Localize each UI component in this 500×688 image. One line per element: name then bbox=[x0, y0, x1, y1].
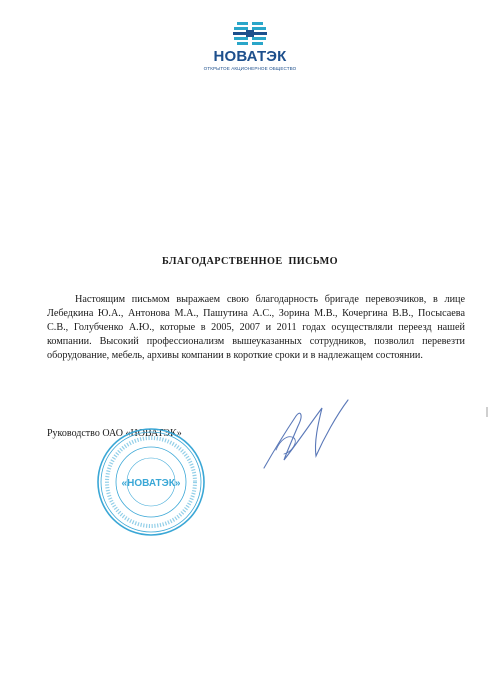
stamp-center-text: «НОВАТЭК» bbox=[121, 478, 181, 489]
company-stamp bbox=[95, 426, 207, 538]
handwritten-signature bbox=[258, 394, 352, 478]
logo-name: НОВАТЭК bbox=[213, 48, 287, 65]
logo-tagline: ОТКРЫТОЕ АКЦИОНЕРНОЕ ОБЩЕСТВО bbox=[203, 66, 297, 71]
company-logo bbox=[192, 22, 308, 86]
signatory-line: Руководство ОАО «НОВАТЭК» bbox=[47, 428, 182, 439]
letter-body: Настоящим письмом выражаем свою благодарность бригаде перевозчиков, в лице Лебедкина Ю.А., Антонова М.А., Пашутина А.С., Зорина М.В., Кочергина В.В., Посысаева С.В., Голубченко А.Ю., которые в 2005, 2007 и 2011 годах осуществляли переезд нашей компании. Высокий профессионализм вышеуказанных сотрудников, позволил перевезти оборудование, мебель, архивы компании в короткие сроки и в надлежащем состоянии. bbox=[47, 294, 465, 361]
novatek-logo-icon bbox=[233, 22, 267, 48]
letter-title: БЛАГОДАРСТВЕННОЕ ПИСЬМО bbox=[162, 256, 338, 267]
scan-edge-mark bbox=[486, 407, 488, 417]
